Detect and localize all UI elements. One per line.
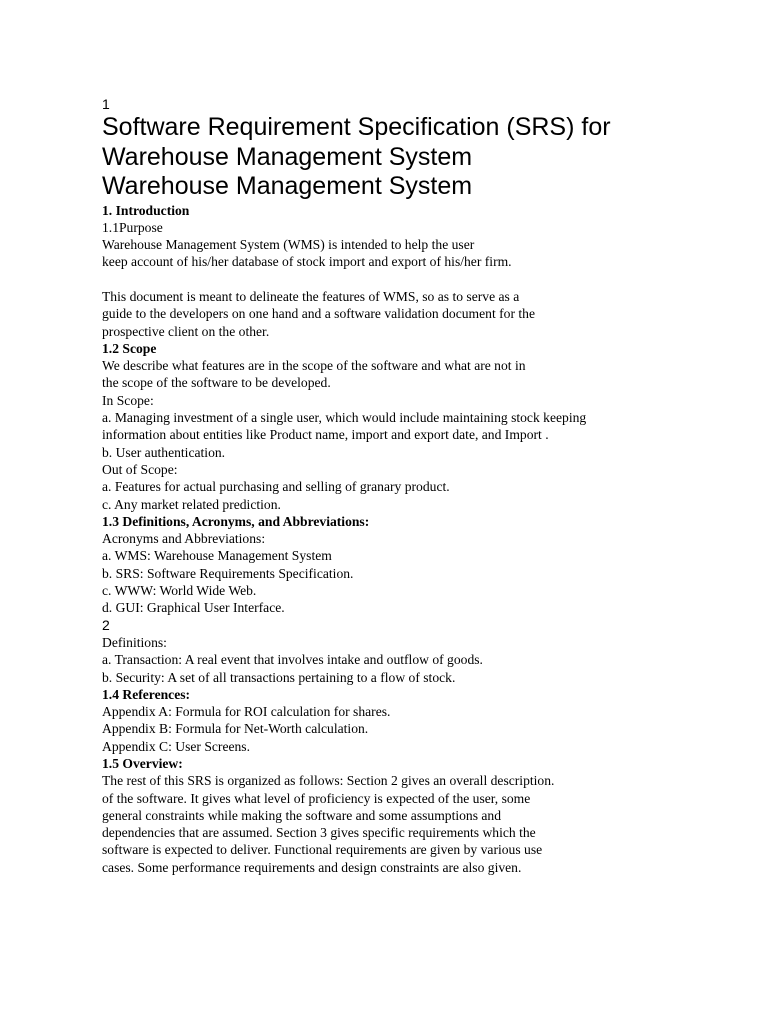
paragraph-line: cases. Some performance requirements and design constraints are also given. bbox=[102, 859, 522, 875]
list-item: a. WMS: Warehouse Management System bbox=[102, 548, 332, 564]
reference-item: Appendix A: Formula for ROI calculation for shares. bbox=[102, 704, 391, 720]
section-heading-introduction: 1. Introduction bbox=[102, 202, 190, 218]
list-item: c. WWW: World Wide Web. bbox=[102, 583, 257, 599]
paragraph-line: We describe what features are in the scope of the software and what are not in bbox=[102, 358, 526, 374]
out-of-scope-label: Out of Scope: bbox=[102, 461, 178, 477]
subsection-heading-scope: 1.2 Scope bbox=[102, 340, 157, 356]
title-line: Warehouse Management System bbox=[102, 142, 473, 171]
subsection-heading-definitions: 1.3 Definitions, Acronyms, and Abbreviations: bbox=[102, 513, 370, 529]
subsection-heading-references: 1.4 References: bbox=[102, 686, 191, 702]
list-item: a. Managing investment of a single user, which would include maintaining stock keeping bbox=[102, 410, 587, 426]
title-line: Warehouse Management System bbox=[102, 172, 473, 200]
list-item: a. Features for actual purchasing and selling of granary product. bbox=[102, 479, 450, 495]
paragraph-line: software is expected to deliver. Functional requirements are given by various use bbox=[102, 842, 543, 858]
in-scope-label: In Scope: bbox=[102, 392, 154, 408]
page-number: 1 bbox=[102, 96, 110, 112]
paragraph-line: keep account of his/her database of stock import and export of his/her firm. bbox=[102, 254, 512, 270]
page-number: 2 bbox=[102, 616, 110, 633]
paragraph-line: guide to the developers on one hand and a software validation document for the bbox=[102, 306, 535, 322]
reference-item: Appendix B: Formula for Net-Worth calculation. bbox=[102, 721, 369, 737]
paragraph-line: of the software. It gives what level of proficiency is expected of the user, some bbox=[102, 790, 531, 806]
paragraph-line: The rest of this SRS is organized as follows: Section 2 gives an overall description. bbox=[102, 773, 555, 789]
document-title bbox=[102, 113, 742, 202]
list-item: c. Any market related prediction. bbox=[102, 496, 281, 512]
list-item: b. User authentication. bbox=[102, 444, 226, 460]
reference-item: Appendix C: User Screens. bbox=[102, 738, 250, 754]
paragraph-line: dependencies that are assumed. Section 3 gives specific requirements which the bbox=[102, 825, 536, 841]
paragraph-line: general constraints while making the software and some assumptions and bbox=[102, 807, 502, 823]
title-line: Software Requirement Specification (SRS) for bbox=[102, 113, 611, 141]
blank-line bbox=[102, 271, 742, 288]
list-item: d. GUI: Graphical User Interface. bbox=[102, 600, 285, 616]
subsection-heading-purpose: 1.1Purpose bbox=[102, 219, 163, 235]
document-page bbox=[102, 96, 742, 876]
list-item: a. Transaction: A real event that involves intake and outflow of goods. bbox=[102, 652, 483, 668]
definitions-label: Definitions: bbox=[102, 634, 167, 650]
list-item: b. SRS: Software Requirements Specification. bbox=[102, 565, 354, 581]
list-item: b. Security: A set of all transactions pertaining to a flow of stock. bbox=[102, 669, 456, 685]
paragraph-line: Warehouse Management System (WMS) is intended to help the user bbox=[102, 237, 475, 253]
list-item: information about entities like Product name, import and export date, and Import . bbox=[102, 427, 549, 443]
paragraph-line: This document is meant to delineate the features of WMS, so as to serve as a bbox=[102, 288, 520, 304]
paragraph-line: the scope of the software to be developed. bbox=[102, 375, 331, 391]
subsection-heading-overview: 1.5 Overview: bbox=[102, 756, 183, 771]
paragraph-line: prospective client on the other. bbox=[102, 323, 270, 339]
acronyms-label: Acronyms and Abbreviations: bbox=[102, 531, 266, 547]
